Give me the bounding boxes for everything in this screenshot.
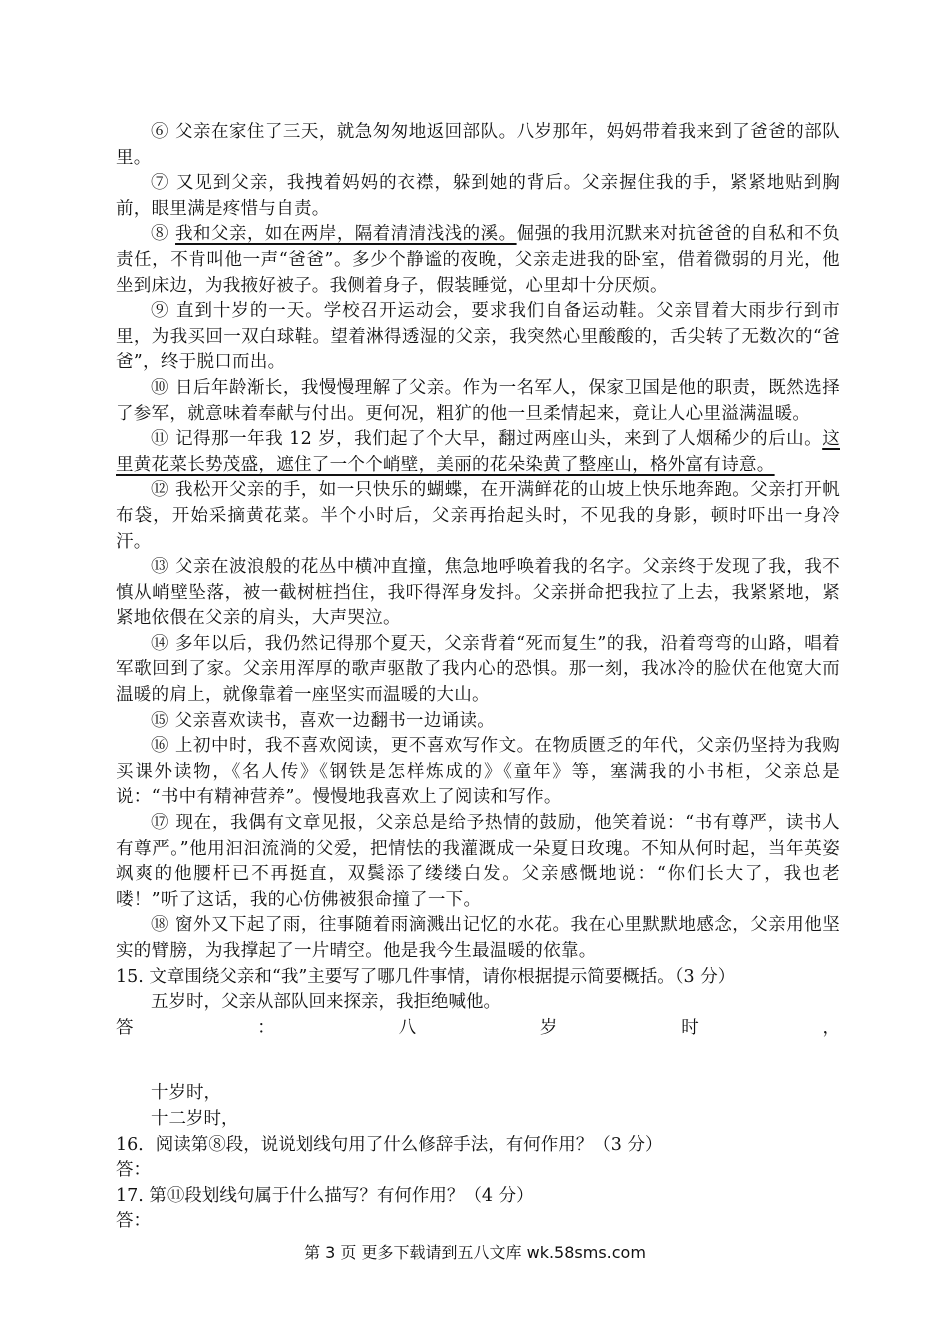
question-16-answer: 答： [116, 1160, 151, 1181]
question-16: 16．阅读第⑧段，说说划线句用了什么修辞手法，有何作用？（3 分） [116, 1134, 663, 1155]
paragraph-p6 [116, 120, 840, 171]
paragraph-p10 [116, 376, 840, 427]
paragraph-text: ⑭ 多年以后，我仍然记得那个夏天，父亲背着“死而复生”的我，沿着弯弯的山路，唱着军歌回到了家。父亲用浑厚的歌声驱散了我内心的恐惧。那一刻，我冰冷的脸伏在他宽大而温暖的肩上，就像靠着一座坚实而温暖的大山。 [116, 633, 840, 706]
question-15-line-12: 十二岁时， [151, 1108, 239, 1129]
paragraph-text: ⑦ 又见到父亲，我拽着妈妈的衣襟，躲到她的背后。父亲握住我的手，紧紧地贴到胸前，眼里满是疼惜与自责。 [116, 173, 840, 219]
question-17-answer: 答： [116, 1211, 151, 1232]
answer-token: ， [822, 1017, 840, 1038]
paragraph-p8 [116, 222, 840, 299]
paragraph-text: ⑩ 日后年龄渐长，我慢慢理解了父亲。作为一名军人，保家卫国是他的职责，既然选择了参军，就意味着奉献与付出。更何况，粗犷的他一旦柔情起来，竟让人心里溢满温暖。 [116, 377, 840, 424]
paragraph-list [116, 120, 840, 965]
question-15-line-10: 十岁时， [151, 1083, 221, 1104]
question-15: 15. 文章围绕父亲和“我”主要写了哪几件事情，请你根据提示简要概括。（3 分） [116, 966, 736, 987]
paragraph-text: ⑧ [151, 224, 176, 245]
paragraph-p15 [116, 709, 840, 735]
paragraph-p13 [116, 555, 840, 632]
paragraph-p17 [116, 811, 840, 913]
paragraph-text: ⑪ 记得那一年我 12 岁，我们起了个大早，翻过两座山头，来到了人烟稀少的后山。 [151, 429, 823, 450]
question-17: 17. 第⑪段划线句属于什么描写？有何作用？（4 分） [116, 1185, 534, 1206]
paragraph-p7 [116, 171, 840, 222]
paragraph-p16 [116, 734, 840, 811]
paragraph-p12 [116, 478, 840, 555]
question-15-hint: 五岁时，父亲从部队回来探亲，我拒绝喊他。 [151, 992, 501, 1013]
paragraph-text: ⑰ 现在，我偶有文章见报，父亲总是给予热情的鼓励，他笑着说：“书有尊严，读书人有尊严。”他用汩汩流淌的父爱，把情怯的我灌溉成一朵夏日玫瑰。不知从何时起，当年英姿飒爽的他腰杆已不再挺直，双鬓添了缕缕白发。父亲感慨地说：“你们长大了，我也老喽！”听了这话，我的心仿佛被狠命撞了一下。 [116, 813, 840, 910]
paragraph-text: 倔强的我用沉默来对抗爸爸的自私和不负责任，不肯叫他一声“爸爸”。多少个静谧的夜晚，父亲走进我的卧室，借着微弱的月光，他坐到床边，为我掖好被子。我侧着身子，假装睡觉，心里却十分厌烦。 [116, 224, 840, 296]
answer-token: 答 [116, 1017, 134, 1038]
blank-space [116, 1041, 840, 1081]
paragraph-text: ⑱ 窗外又下起了雨，往事随着雨滴溅出记忆的水花。我在心里默默地感念，父亲用他坚实的臂膀，为我撑起了一片晴空。他是我今生最温暖的依靠。 [116, 915, 840, 961]
question-15-answer-line [116, 1016, 840, 1042]
paragraph-p9 [116, 299, 840, 376]
paragraph-p14 [116, 632, 840, 709]
underlined-sentence: 这里黄花菜长势茂盛，遮住了一个个峭壁，美丽的花朵染黄了整座山，格外富有诗意。 [116, 429, 840, 475]
paragraph-text: ⑥ 父亲在家住了三天，就急匆匆地返回部队。八岁那年，妈妈带着我来到了爸爸的部队里。 [116, 122, 840, 168]
paragraph-text: ⑬ 父亲在波浪般的花丛中横冲直撞，焦急地呼唤着我的名字。父亲终于发现了我，我不慎从峭壁坠落，被一截树桩挡住，我吓得浑身发抖。父亲拼命把我拉了上去，我紧紧地，紧紧地依偎在父亲的肩头，大声哭泣。 [116, 557, 840, 629]
page-footer: 第 3 页 更多下载请到五八文库 wk.58sms.com [304, 1243, 646, 1262]
paragraph-p11 [116, 427, 840, 478]
answer-token: 时 [681, 1017, 699, 1038]
paragraph-text: ⑨ 直到十岁的一天。学校召开运动会，要求我们自备运动鞋。父亲冒着大雨步行到市里，为我买回一双白球鞋。望着淋得透湿的父亲，我突然心里酸酸的，舌尖转了无数次的“爸爸”，终于脱口而出。 [116, 301, 840, 373]
paragraph-text: ⑯ 上初中时，我不喜欢阅读，更不喜欢写作文。在物质匮乏的年代，父亲仍坚持为我购买课外读物，《名人传》《钢铁是怎样炼成的》《童年》等，塞满我的小书柜，父亲总是说：“书中有精神营养”。慢慢地我喜欢上了阅读和写作。 [116, 736, 840, 808]
underlined-sentence: 我和父亲，如在两岸，隔着清清浅浅的溪。 [175, 224, 517, 245]
paragraph-text: ⑮ 父亲喜欢读书，喜欢一边翻书一边诵读。 [151, 710, 496, 731]
paragraph-p18 [116, 913, 840, 964]
article-body [116, 120, 840, 1235]
paragraph-text: ⑫ 我松开父亲的手，如一只快乐的蝴蝶，在开满鲜花的山坡上快乐地奔跑。父亲打开帆布袋，开始采摘黄花菜。半个小时后，父亲再抬起头时，不见我的身影，顿时吓出一身冷汗。 [116, 480, 840, 552]
answer-token: 岁 [539, 1017, 558, 1038]
answer-token: ： [257, 1017, 275, 1038]
answer-token: 八 [398, 1017, 417, 1038]
